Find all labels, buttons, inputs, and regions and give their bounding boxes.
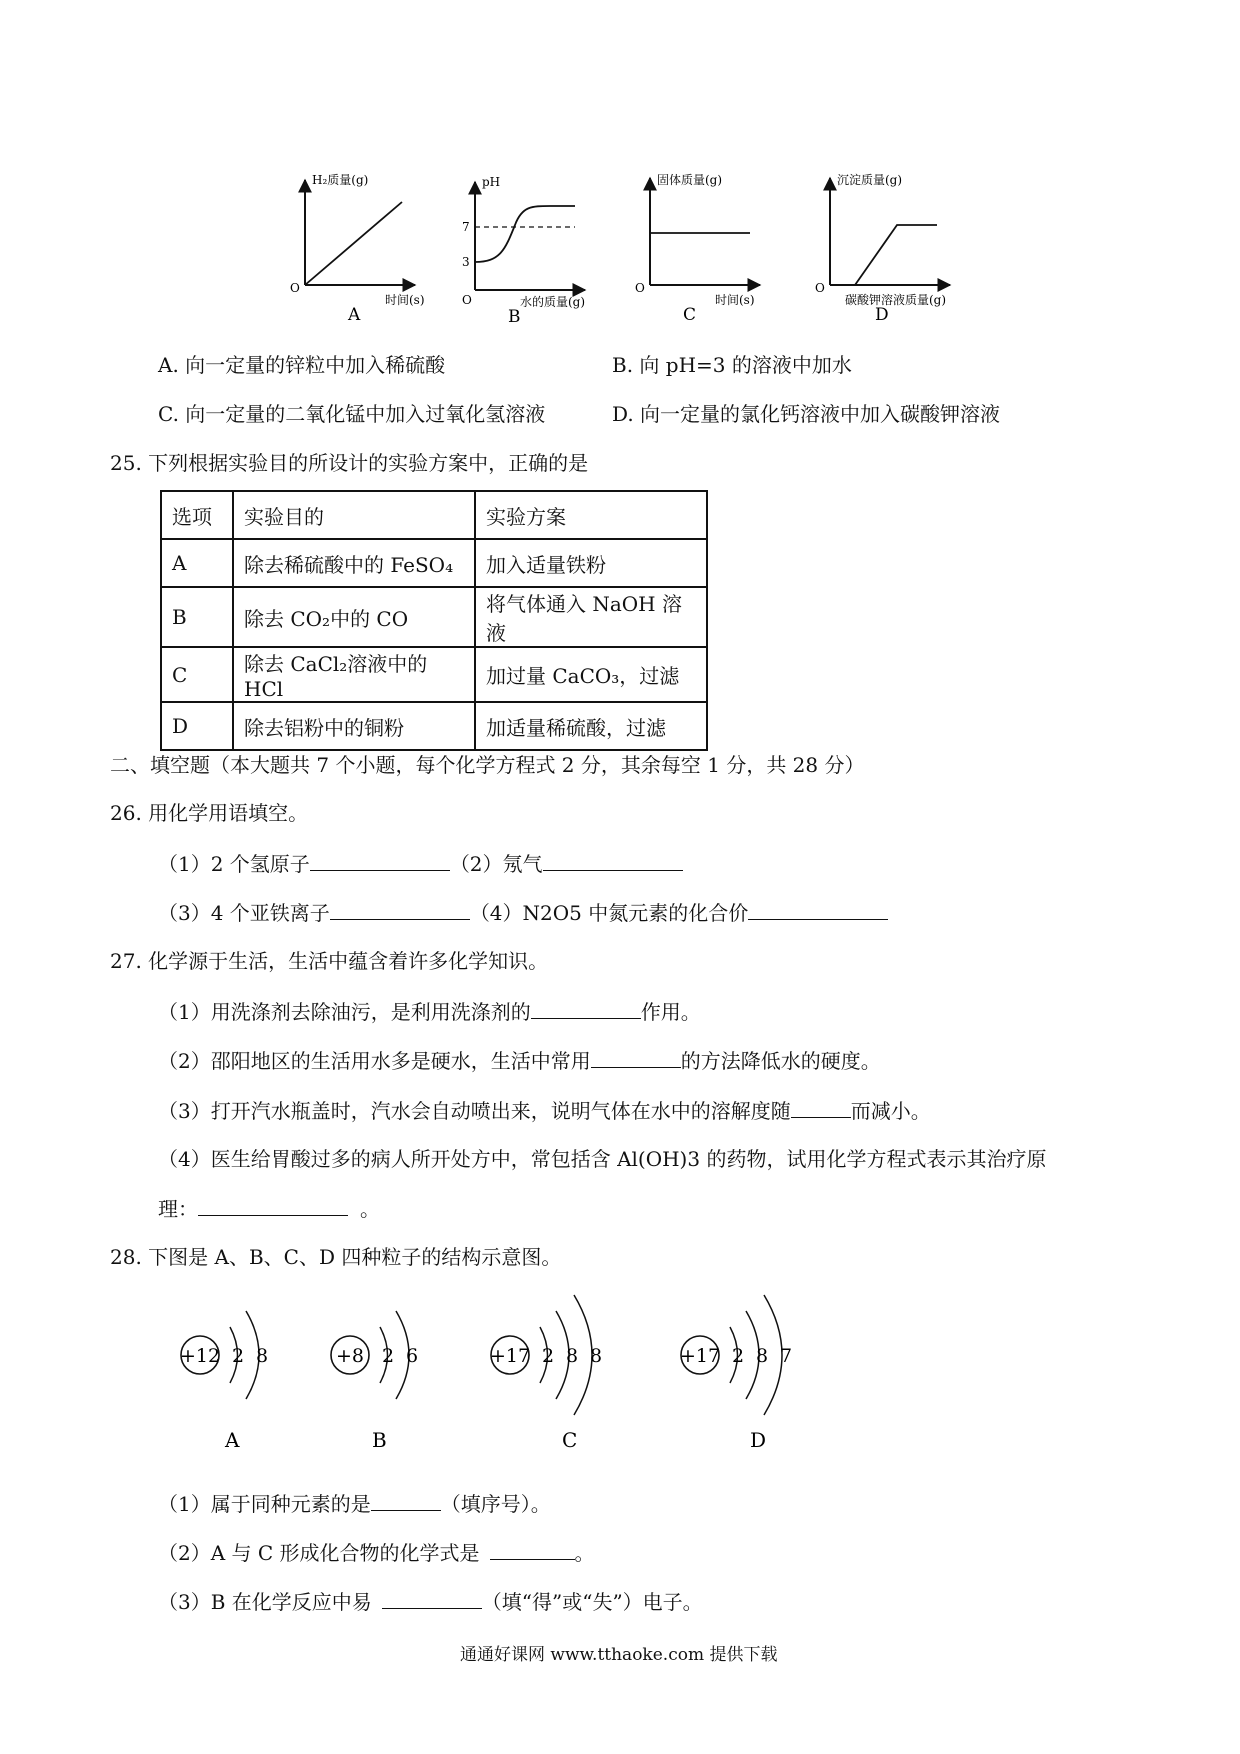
graph-a-letter: A <box>348 305 361 325</box>
graph-b-letter: B <box>508 307 521 327</box>
graph-c-ylabel: 固体质量(g) <box>657 173 723 187</box>
answer-blank[interactable] <box>371 1490 441 1511</box>
table-row <box>161 702 707 750</box>
q26-part3: （3）4 个亚铁离子 <box>158 901 330 925</box>
atom-diagrams <box>160 1285 840 1455</box>
graph-a <box>290 172 425 325</box>
graph-b-tick-3: 3 <box>462 255 470 269</box>
graph-c-letter: C <box>683 305 697 325</box>
atom-c-shell-label-3: 8 <box>590 1345 603 1367</box>
q28-part1a: （1）属于同种元素的是 <box>158 1492 371 1516</box>
q28-line1 <box>158 1490 551 1517</box>
atom-a-shell-label-1: 2 <box>232 1345 245 1367</box>
atom-c-shell-label-1: 2 <box>542 1345 555 1367</box>
q24-option-c: C. 向一定量的二氧化锰中加入过氧化氢溶液 <box>158 402 546 426</box>
q27-part3a: （3）打开汽水瓶盖时，汽水会自动喷出来，说明气体在水中的溶解度随 <box>158 1099 791 1123</box>
q28-line2 <box>158 1539 595 1566</box>
graph-d-origin: O <box>815 281 825 295</box>
q27-line5 <box>158 1195 380 1222</box>
graph-c-xlabel: 时间(s) <box>715 293 755 307</box>
graph-b-curve <box>475 206 575 262</box>
table-cell: B <box>161 587 233 647</box>
q27-part2b: 的方法降低水的硬度。 <box>680 1049 881 1073</box>
section-heading: 二、填空题（本大题共 7 个小题，每个化学方程式 2 分，其余每空 1 分，共 28 分） <box>110 753 865 777</box>
answer-blank[interactable] <box>543 850 683 871</box>
q27-line1 <box>158 998 701 1025</box>
graph-b-tick-7: 7 <box>462 220 470 234</box>
atom-d <box>680 1295 792 1452</box>
q28-stem: 28. 下图是 A、B、C、D 四种粒子的结构示意图。 <box>110 1245 562 1269</box>
q28-part1b: （填序号）。 <box>440 1492 551 1516</box>
table-header-cell: 实验目的 <box>233 491 475 539</box>
atom-a <box>180 1311 268 1452</box>
q28-line3 <box>158 1588 703 1615</box>
table-header-cell: 选项 <box>161 491 233 539</box>
table-cell: 除去稀硫酸中的 FeSO₄ <box>233 539 475 587</box>
atom-d-shell-label-3: 7 <box>780 1345 793 1367</box>
answer-blank[interactable] <box>490 1539 575 1560</box>
q27-line4: （4）医生给胃酸过多的病人所开处方中，常包括含 Al(OH)3 的药物，试用化学方程式表示其治疗原 <box>158 1147 1047 1171</box>
table-cell: C <box>161 647 233 702</box>
table-row <box>161 539 707 587</box>
table-cell: 加入适量铁粉 <box>475 539 707 587</box>
atom-c-nucleus-label: +17 <box>489 1345 531 1367</box>
table-cell: D <box>161 702 233 750</box>
q26-line2 <box>158 899 888 926</box>
table-header-cell: 实验方案 <box>475 491 707 539</box>
q25-stem: 25. 下列根据实验目的所设计的实验方案中，正确的是 <box>110 451 589 475</box>
graph-a-origin: O <box>290 281 300 295</box>
graph-c-origin: O <box>635 281 645 295</box>
graph-b-origin: O <box>462 293 472 307</box>
q24-graphs <box>290 170 1010 330</box>
table-cell: 加过量 CaCO₃，过滤 <box>475 647 707 702</box>
atom-b-shell-label-1: 2 <box>382 1345 395 1367</box>
graph-d <box>815 172 950 325</box>
graph-a-ylabel: H₂质量(g) <box>312 173 369 187</box>
answer-blank[interactable] <box>330 899 470 920</box>
graph-b-ylabel: pH <box>482 175 501 189</box>
q25-table <box>160 490 708 751</box>
atom-d-letter: D <box>750 1428 767 1452</box>
atom-c-letter: C <box>562 1428 578 1452</box>
graph-d-xlabel: 碳酸钾溶液质量(g) <box>845 293 947 307</box>
atom-b-letter: B <box>372 1428 387 1452</box>
table-cell: 除去铝粉中的铜粉 <box>233 702 475 750</box>
q27-line3 <box>158 1097 931 1124</box>
graph-b-xlabel: 水的质量(g) <box>520 295 586 309</box>
table-cell: A <box>161 539 233 587</box>
q27-part1a: （1）用洗涤剂去除油污，是利用洗涤剂的 <box>158 1000 531 1024</box>
table-cell: 除去 CO₂中的 CO <box>233 587 475 647</box>
q28-part3b: （填“得”或“失”）电子。 <box>481 1590 703 1614</box>
q24-option-d: D. 向一定量的氯化钙溶液中加入碳酸钾溶液 <box>612 402 1001 426</box>
q26-stem: 26. 用化学用语填空。 <box>110 801 309 825</box>
graph-a-line <box>305 202 402 285</box>
table-cell: 将气体通入 NaOH 溶液 <box>475 587 707 647</box>
atom-b-nucleus-label: +8 <box>335 1345 365 1367</box>
q26-part4: （4）N2O5 中氮元素的化合价 <box>469 901 749 925</box>
table-cell: 加适量稀硫酸，过滤 <box>475 702 707 750</box>
q24-option-a: A. 向一定量的锌粒中加入稀硫酸 <box>158 353 446 377</box>
answer-blank[interactable] <box>791 1097 851 1118</box>
q26-part2: （2）氖气 <box>449 852 543 876</box>
q27-stem: 27. 化学源于生活，生活中蕴含着许多化学知识。 <box>110 949 549 973</box>
q28-part3a: （3）B 在化学反应中易 <box>158 1590 372 1614</box>
q26-line1 <box>158 850 683 877</box>
atom-a-letter: A <box>225 1428 240 1452</box>
q26-part1: （1）2 个氢原子 <box>158 852 310 876</box>
q27-line2 <box>158 1047 881 1074</box>
atom-d-nucleus-label: +17 <box>679 1345 721 1367</box>
answer-blank[interactable] <box>382 1588 482 1609</box>
atom-b <box>331 1311 418 1452</box>
table-cell: 除去 CaCl₂溶液中的 HCl <box>233 647 475 702</box>
atom-d-shell-label-2: 8 <box>756 1345 769 1367</box>
q27-part1b: 作用。 <box>640 1000 701 1024</box>
graph-a-xlabel: 时间(s) <box>385 293 425 307</box>
graph-d-letter: D <box>875 305 889 325</box>
graph-c <box>635 172 760 325</box>
graph-d-ylabel: 沉淀质量(g) <box>837 173 903 187</box>
q27-part4c: 。 <box>360 1197 380 1221</box>
table-row <box>161 587 707 647</box>
graph-d-line <box>855 225 937 285</box>
table-row <box>161 647 707 702</box>
atom-b-shell-label-2: 6 <box>406 1345 419 1367</box>
atom-a-shell-label-2: 8 <box>256 1345 269 1367</box>
answer-blank[interactable] <box>748 899 888 920</box>
q24-option-b: B. 向 pH=3 的溶液中加水 <box>612 353 852 377</box>
answer-blank[interactable] <box>531 998 641 1019</box>
atom-d-shell-label-1: 2 <box>732 1345 745 1367</box>
atom-a-nucleus-label: +12 <box>179 1345 221 1367</box>
q28-part2b: 。 <box>574 1541 595 1565</box>
q27-part4b: 理： <box>158 1197 198 1221</box>
answer-blank[interactable] <box>591 1047 681 1068</box>
q28-part2a: （2）A 与 C 形成化合物的化学式是 <box>158 1541 480 1565</box>
atom-c-shell-label-2: 8 <box>566 1345 579 1367</box>
answer-blank[interactable] <box>198 1195 348 1216</box>
q27-part3b: 而减小。 <box>850 1099 931 1123</box>
answer-blank[interactable] <box>310 850 450 871</box>
atom-c <box>490 1295 602 1452</box>
page-footer: 通通好课网 www.tthaoke.com 提供下载 <box>460 1645 778 1665</box>
q27-part2a: （2）邵阳地区的生活用水多是硬水，生活中常用 <box>158 1049 591 1073</box>
graph-b <box>462 175 585 327</box>
table-header-row <box>161 491 707 539</box>
